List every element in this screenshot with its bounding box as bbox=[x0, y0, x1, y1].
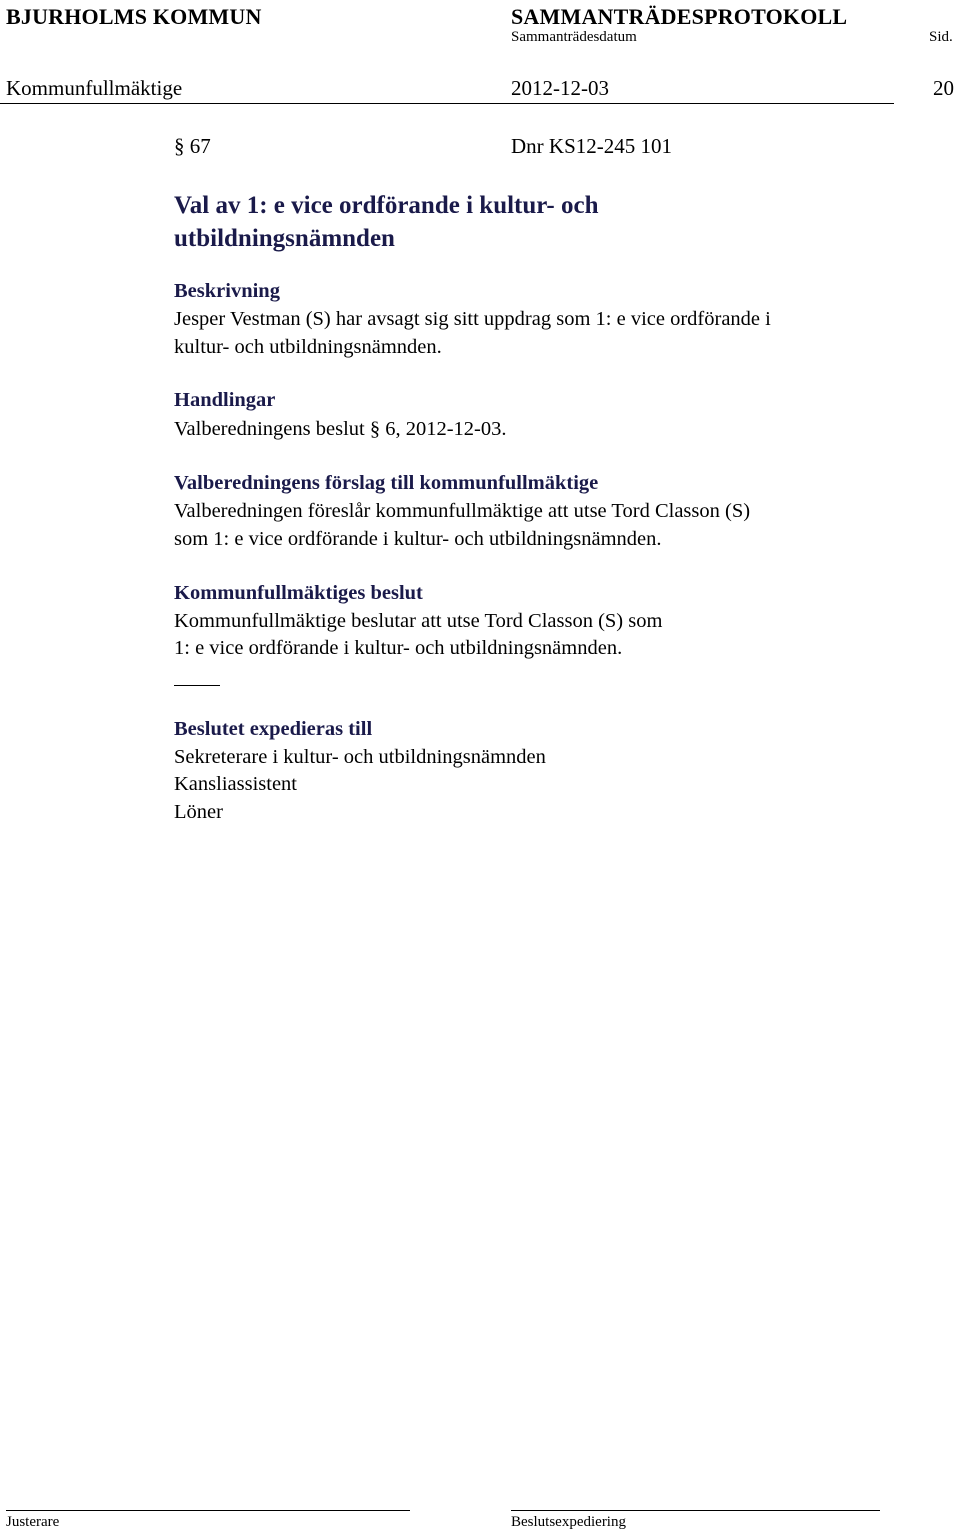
page-label: Sid. bbox=[929, 29, 953, 45]
recipient-item: Löner bbox=[174, 801, 223, 823]
paragraph-symbol: § bbox=[174, 134, 185, 158]
forslag-line-2: som 1: e vice ordförande i kultur- och utbildningsnämnden. bbox=[174, 528, 662, 550]
header-rule bbox=[0, 103, 894, 104]
handlingar-text-before: Valberedningens beslut bbox=[174, 418, 365, 440]
title-line-2: utbildningsnämnden bbox=[174, 225, 395, 252]
meeting-body: Kommunfullmäktige bbox=[6, 76, 183, 100]
justerare-label: Justerare bbox=[6, 1514, 60, 1530]
handlingar-text-after: 6, 2012-12-03. bbox=[385, 418, 507, 440]
section-heading-handlingar: Handlingar bbox=[174, 389, 276, 411]
beslut-line-2: 1: e vice ordförande i kultur- och utbildningsnämnden. bbox=[174, 637, 623, 659]
section-heading-expedieras: Beslutet expedieras till bbox=[174, 718, 373, 740]
beskrivning-line-1: Jesper Vestman (S) har avsagt sig sitt uppdrag som 1: e vice ordförande i bbox=[174, 308, 771, 330]
section-heading-forslag: Valberedningens förslag till kommunfullmäktige bbox=[174, 472, 599, 494]
beslut-line-1: Kommunfullmäktige beslutar att utse Tord Classon (S) som bbox=[174, 610, 663, 632]
date-label: Sammanträdesdatum bbox=[511, 29, 637, 45]
page-title bbox=[174, 189, 599, 255]
forslag-line-1: Valberedningen föreslår kommunfullmäktige att utse Tord Classon (S) bbox=[174, 500, 751, 522]
section-heading-beslut: Kommunfullmäktiges beslut bbox=[174, 582, 423, 604]
page-number: 20 bbox=[933, 76, 954, 100]
paragraph-number bbox=[174, 134, 211, 159]
beskrivning-line-2: kultur- och utbildningsnämnden. bbox=[174, 336, 442, 358]
organization-name: BJURHOLMS KOMMUN bbox=[6, 4, 262, 29]
separator-line bbox=[174, 685, 220, 686]
meeting-date: 2012-12-03 bbox=[511, 76, 609, 100]
recipient-item: Kansliassistent bbox=[174, 773, 297, 795]
handlingar-symbol: § bbox=[369, 418, 381, 440]
beslutsexpediering-label: Beslutsexpediering bbox=[511, 1514, 626, 1530]
diary-number: Dnr KS12-245 101 bbox=[511, 134, 672, 158]
footer-rule-left bbox=[6, 1510, 410, 1511]
handlingar-text bbox=[174, 418, 507, 441]
document-type: SAMMANTRÄDESPROTOKOLL bbox=[511, 4, 848, 29]
title-line-1: Val av 1: e vice ordförande i kultur- och bbox=[174, 192, 599, 219]
paragraph-number-value: 67 bbox=[189, 134, 211, 158]
recipient-item: Sekreterare i kultur- och utbildningsnämnden bbox=[174, 746, 546, 768]
footer-rule-right bbox=[511, 1510, 880, 1511]
section-heading-beskrivning: Beskrivning bbox=[174, 280, 280, 302]
